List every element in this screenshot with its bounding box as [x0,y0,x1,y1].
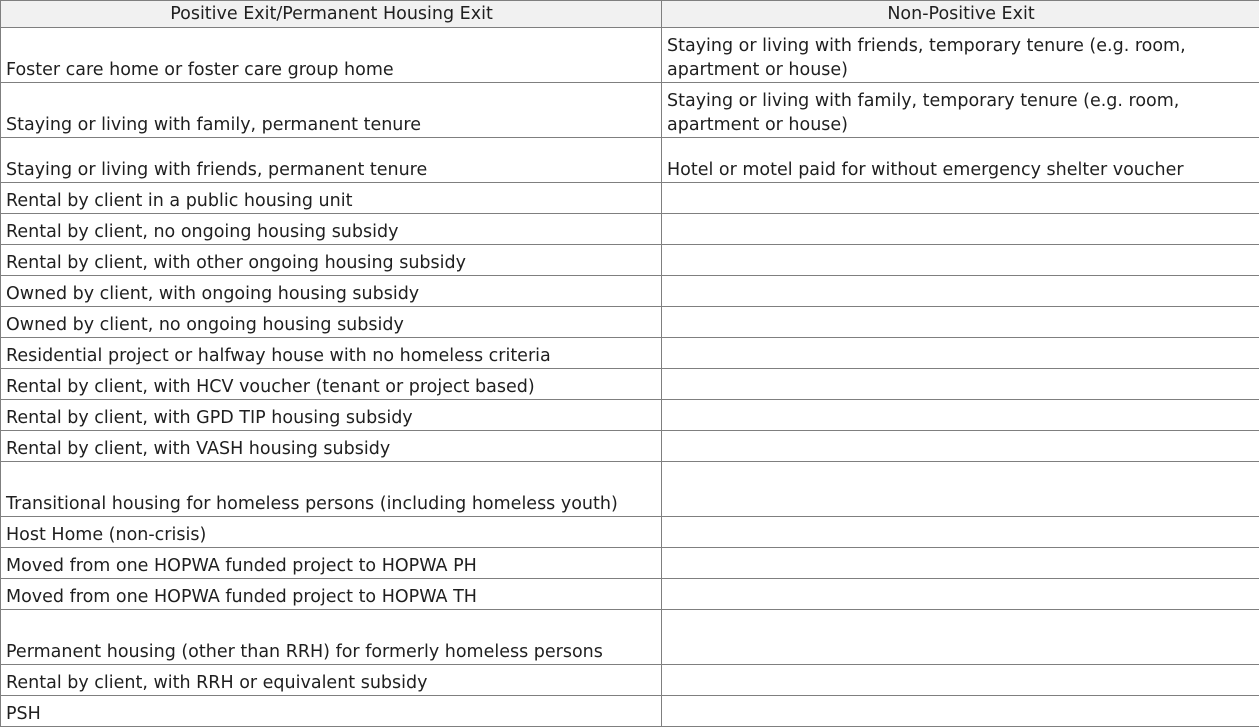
table-row [1,276,1259,307]
non-positive-exit-cell [662,696,1259,727]
table-row [1,462,1259,517]
header-row [1,1,1259,28]
positive-exit-cell: Foster care home or foster care group home [1,28,662,83]
table-row [1,517,1259,548]
non-positive-exit-cell [662,245,1259,276]
positive-exit-cell: Residential project or halfway house with no homeless criteria [1,338,662,369]
non-positive-exit-cell: Staying or living with friends, temporary tenure (e.g. room, apartment or house) [662,28,1259,83]
non-positive-exit-cell [662,307,1259,338]
positive-exit-cell: Owned by client, no ongoing housing subsidy [1,307,662,338]
table-row [1,369,1259,400]
non-positive-exit-cell [662,665,1259,696]
non-positive-exit-cell [662,462,1259,517]
non-positive-exit-cell [662,276,1259,307]
table-row [1,214,1259,245]
positive-exit-cell: Staying or living with friends, permanent tenure [1,138,662,183]
non-positive-exit-cell [662,579,1259,610]
table-row [1,431,1259,462]
header-positive-exit: Positive Exit/Permanent Housing Exit [1,1,662,28]
table-row [1,183,1259,214]
non-positive-exit-cell [662,548,1259,579]
positive-exit-cell: Rental by client, with HCV voucher (tenant or project based) [1,369,662,400]
positive-exit-cell: Moved from one HOPWA funded project to HOPWA TH [1,579,662,610]
table-row [1,83,1259,138]
positive-exit-cell: Rental by client, no ongoing housing subsidy [1,214,662,245]
table-row [1,696,1259,727]
table-row [1,579,1259,610]
table-row [1,245,1259,276]
positive-exit-cell: Moved from one HOPWA funded project to HOPWA PH [1,548,662,579]
positive-exit-cell: Rental by client, with VASH housing subsidy [1,431,662,462]
table-row [1,338,1259,369]
table-row [1,307,1259,338]
non-positive-exit-cell [662,214,1259,245]
positive-exit-cell: Staying or living with family, permanent tenure [1,83,662,138]
non-positive-exit-cell [662,183,1259,214]
non-positive-exit-cell: Staying or living with family, temporary tenure (e.g. room, apartment or house) [662,83,1259,138]
table-row [1,665,1259,696]
non-positive-exit-cell: Hotel or motel paid for without emergency shelter voucher [662,138,1259,183]
positive-exit-cell: Rental by client in a public housing unit [1,183,662,214]
positive-exit-cell: Permanent housing (other than RRH) for formerly homeless persons [1,610,662,665]
table-row [1,138,1259,183]
positive-exit-cell: Owned by client, with ongoing housing subsidy [1,276,662,307]
table-row [1,28,1259,83]
table-row [1,400,1259,431]
positive-exit-cell: Rental by client, with RRH or equivalent subsidy [1,665,662,696]
positive-exit-cell: Host Home (non-crisis) [1,517,662,548]
non-positive-exit-cell [662,431,1259,462]
non-positive-exit-cell [662,369,1259,400]
positive-exit-cell: Transitional housing for homeless persons (including homeless youth) [1,462,662,517]
positive-exit-cell: PSH [1,696,662,727]
positive-exit-cell: Rental by client, with other ongoing housing subsidy [1,245,662,276]
header-non-positive-exit: Non-Positive Exit [662,1,1259,28]
non-positive-exit-cell [662,517,1259,548]
non-positive-exit-cell [662,400,1259,431]
non-positive-exit-cell [662,610,1259,665]
table-row [1,610,1259,665]
table-row [1,548,1259,579]
non-positive-exit-cell [662,338,1259,369]
positive-exit-cell: Rental by client, with GPD TIP housing subsidy [1,400,662,431]
